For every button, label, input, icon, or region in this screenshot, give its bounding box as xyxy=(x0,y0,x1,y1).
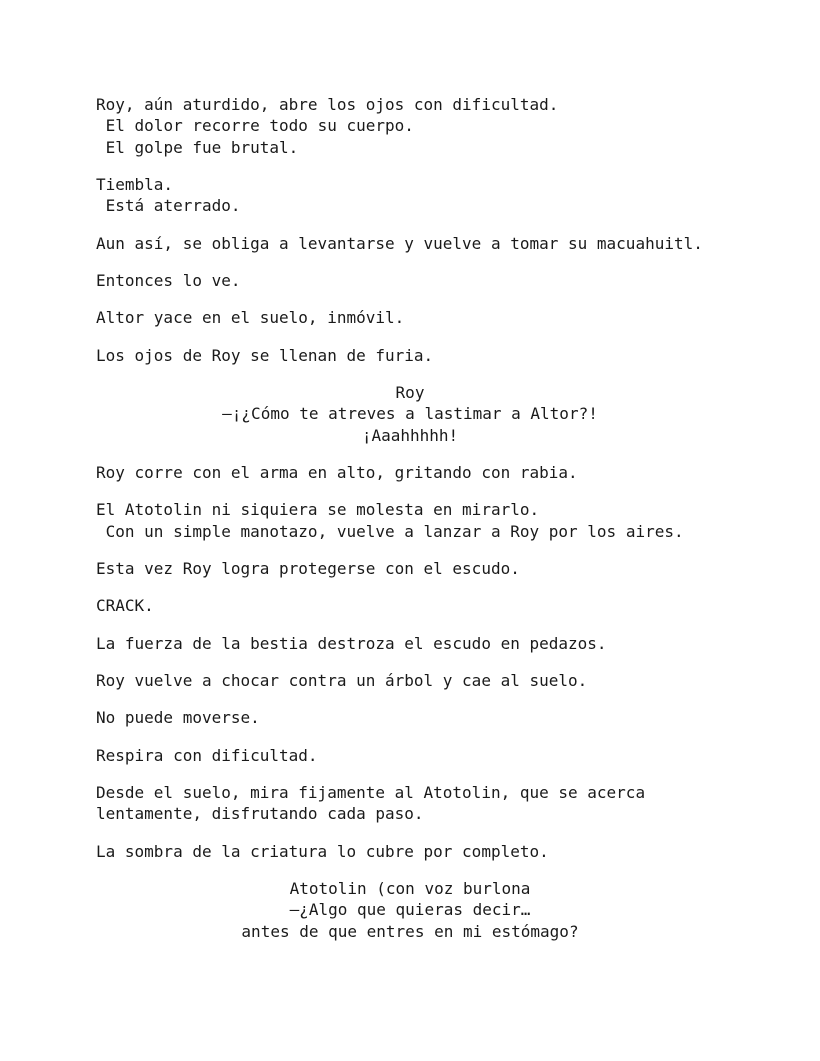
action-paragraph: Respira con dificultad. xyxy=(96,745,318,765)
action-paragraph: La sombra de la criatura lo cubre por completo. xyxy=(96,841,549,861)
action-paragraph: Altor yace en el suelo, inmóvil. xyxy=(96,308,405,328)
action-paragraph: Roy corre con el arma en alto, gritando con rabia. xyxy=(96,462,578,482)
dialogue-paragraph-atotolin: Atotolin (con voz burlona —¿Algo que quieras decir… antes de que entres en mi estómago? xyxy=(241,878,579,941)
action-paragraph: Esta vez Roy logra protegerse con el escudo. xyxy=(96,558,520,578)
action-paragraph: Roy vuelve a chocar contra un árbol y cae al suelo. xyxy=(96,670,588,690)
action-paragraph: Desde el suelo, mira fijamente al Atotolin, que se acerca lentamente, disfrutando cada paso. xyxy=(96,782,646,824)
action-paragraph: Entonces lo ve. xyxy=(96,270,241,290)
action-paragraph: Aun así, se obliga a levantarse y vuelve a tomar su macuahuitl. xyxy=(96,233,703,253)
action-paragraph: Roy, aún aturdido, abre los ojos con dificultad. El dolor recorre todo su cuerpo. El golpe fue brutal. xyxy=(96,95,559,157)
dialogue-paragraph-roy: Roy —¡¿Cómo te atreves a lastimar a Altor?! ¡Aaahhhhh! xyxy=(222,382,598,445)
action-paragraph: Los ojos de Roy se llenan de furia. xyxy=(96,345,434,365)
action-paragraph: No puede moverse. xyxy=(96,708,260,728)
action-paragraph: CRACK. xyxy=(96,596,154,616)
action-paragraph: El Atotolin ni siquiera se molesta en mirarlo. Con un simple manotazo, vuelve a lanzar a Roy por los aires. xyxy=(96,500,684,541)
action-paragraph: Tiembla. Está aterrado. xyxy=(96,174,241,216)
action-paragraph: La fuerza de la bestia destroza el escudo en pedazos. xyxy=(96,633,607,653)
